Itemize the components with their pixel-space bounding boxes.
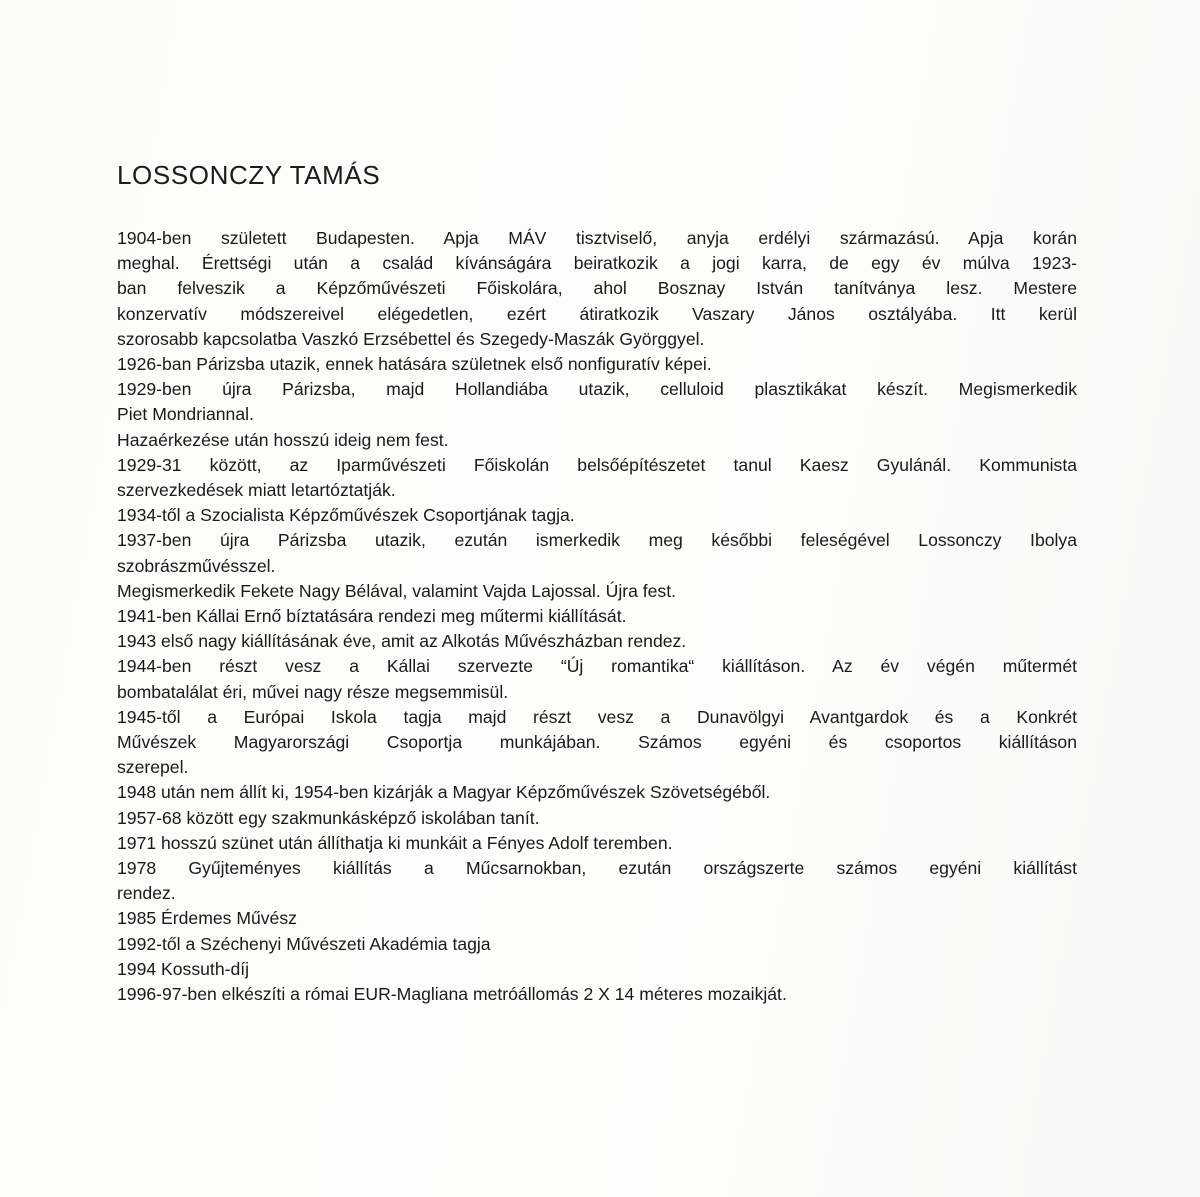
biography-line: 1943 első nagy kiállításának éve, amit az Alkotás Művészházban rendez.: [117, 631, 687, 652]
biography-line: Művészek Magyarországi Csoportja munkájában. Számos egyéni és csoportos kiállításon: [117, 732, 1077, 753]
biography-line: szobrászművésszel.: [117, 555, 276, 576]
biography-line: meghal. Érettségi után a család kívánságára beiratkozik a jogi karra, de egy év múlva 1923-: [117, 253, 1077, 274]
biography-line: 1926-ban Párizsba utazik, ennek hatására születnek első nonfiguratív képei.: [117, 354, 712, 375]
biography-line: szorosabb kapcsolatba Vaszkó Erzsébettel és Szegedy-Maszák Györggyel.: [117, 328, 705, 349]
biography-line: 1934-től a Szocialista Képzőművészek Csoportjának tagja.: [117, 505, 575, 526]
biography-line: Hazaérkezése után hosszú ideig nem fest.: [117, 429, 449, 450]
biography-line: 1994 Kossuth-díj: [117, 958, 250, 979]
biography-line: 1941-ben Kállai Ernő bíztatására rendezi meg műtermi kiállítását.: [117, 606, 627, 627]
biography-line: 1945-től a Európai Iskola tagja majd részt vesz a Dunavölgyi Avantgardok és a Konkrét: [117, 706, 1077, 727]
biography-line: 1904-ben született Budapesten. Apja MÁV tisztviselő, anyja erdélyi származású. Apja korán: [117, 228, 1077, 248]
biography-line: 1996-97-ben elkészíti a római EUR-Magliana metróállomás 2 X 14 méteres mozaikját.: [117, 984, 787, 1005]
biography-line: 1937-ben újra Párizsba utazik, ezután ismerkedik meg későbbi feleségével Lossonczy Ibolya: [117, 530, 1077, 551]
biography-line: 1992-től a Széchenyi Művészeti Akadémia tagja: [117, 933, 491, 954]
biography-line: 1929-31 között, az Iparművészeti Főiskolán belsőépítészetet tanul Kaesz Gyulánál. Kommunista: [117, 454, 1077, 475]
biography-line: Piet Mondriannal.: [117, 404, 254, 425]
biography-line: konzervatív módszereivel elégedetlen, ezért átiratkozik Vaszary János osztályába. Itt kerül: [117, 303, 1077, 324]
biography-line: 1944-ben részt vesz a Kállai szervezte “Új romantika“ kiállításon. Az év végén műtermét: [117, 656, 1077, 677]
biography-line: szerepel.: [117, 757, 189, 778]
biography-line: 1978 Gyűjteményes kiállítás a Műcsarnokban, ezután országszerte számos egyéni kiállítást: [117, 858, 1077, 879]
biography-line: bombatalálat éri, művei nagy része megsemmisül.: [117, 681, 509, 702]
biography-line: 1948 után nem állít ki, 1954-ben kizárják a Magyar Képzőművészek Szövetségéből.: [117, 782, 771, 803]
biography-text: [117, 226, 1077, 1007]
biography-line: 1957-68 között egy szakmunkásképző iskolában tanít.: [117, 807, 540, 828]
biography-line: szervezkedések miatt letartóztatják.: [117, 480, 396, 501]
page-title: LOSSONCZY TAMÁS: [117, 160, 381, 190]
biography-line: 1929-ben újra Párizsba, majd Hollandiába utazik, celluloid plasztikákat készít. Megismerkedik: [117, 379, 1077, 400]
biography-line: ban felveszik a Képzőművészeti Főiskolára, ahol Bosznay István tanítványa lesz. Mestere: [117, 278, 1077, 299]
biography-line: 1971 hosszú szünet után állíthatja ki munkáit a Fényes Adolf teremben.: [117, 832, 673, 853]
biography-line: 1985 Érdemes Művész: [117, 908, 297, 929]
biography-line: Megismerkedik Fekete Nagy Bélával, valamint Vajda Lajossal. Újra fest.: [117, 580, 677, 601]
biography-line: rendez.: [117, 883, 176, 904]
